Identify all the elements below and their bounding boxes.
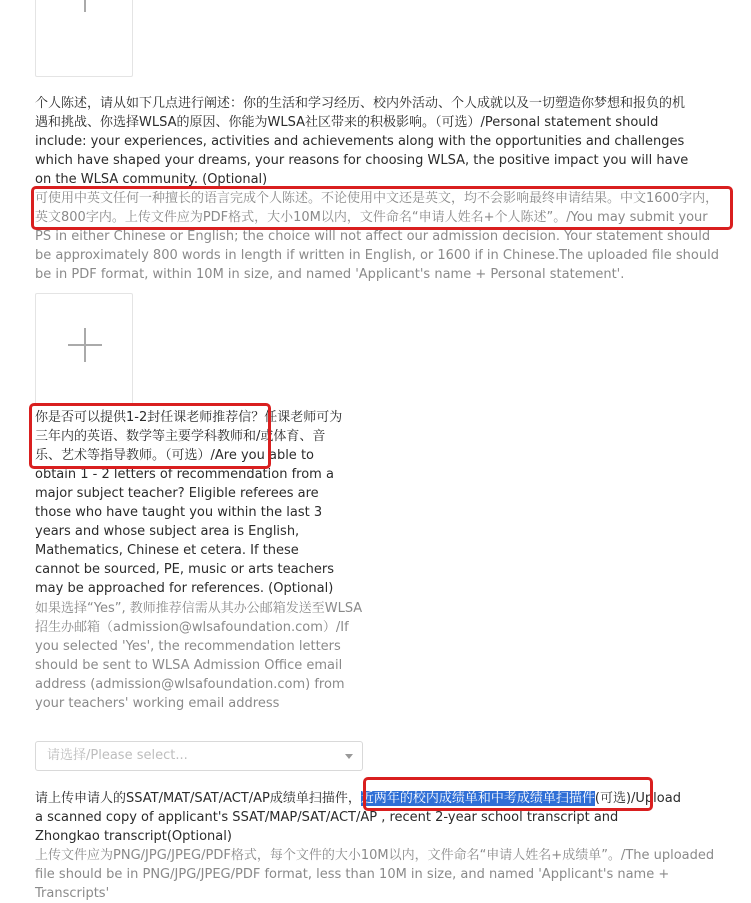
caret-down-icon bbox=[345, 754, 353, 759]
upload-box-top[interactable] bbox=[35, 0, 133, 77]
upload-box-personal-statement[interactable] bbox=[35, 293, 133, 405]
recommendation-note: 如果选择“Yes”, 教师推荐信需从其办公邮箱发送至WLSA招生办邮箱（admission@wlsafoundation.com）/If you selected 'Yes', the recommendation letters should be sent to WLSA Admission Office email address (admission@wlsafoundation.com) from your teachers' working email address bbox=[35, 601, 363, 711]
select-placeholder: 请选择/Please select... bbox=[47, 748, 188, 763]
personal-statement-question: 个人陈述，请从如下几点进行阐述：你的生活和学习经历、校内外活动、个人成就以及一切塑造你梦想和报负的机遇和挑战、你选择WLSA的原因、你能为WLSA社区带来的积极影响。（可选）/Personal statement should include: your experiences, activities and achievements along with the opportunities and challenges which have shaped your dreams, your reasons for choosing WLSA, the positive impact you will have on the WLSA community. (Optional) bbox=[35, 96, 689, 187]
personal-statement-note: 可使用中英文任何一种擅长的语言完成个人陈述。不论使用中文还是英文，均不会影响最终申请结果。中文1600字内，英文800字内。上传文件应为PDF格式，大小10M以内，文件命名“申请人姓名+个人陈述”。/You may submit your PS in either Chinese or English; the choice will not affect our admission decision. Your statement should be approximately 800 words in length if written in English, or 1600 if in Chinese.The uploaded file should be in PDF format, within 10M in size, and named 'Applicant's name + Personal statement'. bbox=[35, 191, 719, 282]
transcripts-question-tail: (可选)/Upload a scanned copy of applicant's SSAT/MAP/SAT/ACT/AP , recent 2-year school transcript and Zhongkao transcript(Optional) bbox=[35, 791, 681, 844]
recommendation-question: 你是否可以提供1-2封任课老师推荐信？任课老师可为三年内的英语、数学等主要学科教师和/或体育、音乐、艺术等指导教师。（可选）/Are you able to obtain 1 - 2 letters of recommendation from a major subject teacher? Eligible referees are those who have taught you within the last 3 years and whose subject area is English, Mathematics, Chinese et cetera. If these cannot be sourced, PE, music or arts teachers may be approached for references. (Optional) bbox=[35, 410, 343, 596]
transcripts-highlighted-text: 近两年的校内成绩单和中考成绩单扫描件 bbox=[360, 791, 595, 806]
transcripts-question-text: 请上传申请人的SSAT/MAT/SAT/ACT/AP成绩单扫描件， bbox=[35, 791, 361, 806]
transcripts-question bbox=[35, 789, 685, 846]
recommendation-select[interactable] bbox=[35, 741, 363, 771]
transcripts-note: 上传文件应为PNG/JPG/JPEG/PDF格式，每个文件的大小10M以内，文件命名“申请人姓名+成绩单”。/The uploaded file should be in PNG/JPG/JPEG/PDF format, less than 10M in size, and named 'Applicant's name + Transcripts' bbox=[35, 848, 715, 901]
